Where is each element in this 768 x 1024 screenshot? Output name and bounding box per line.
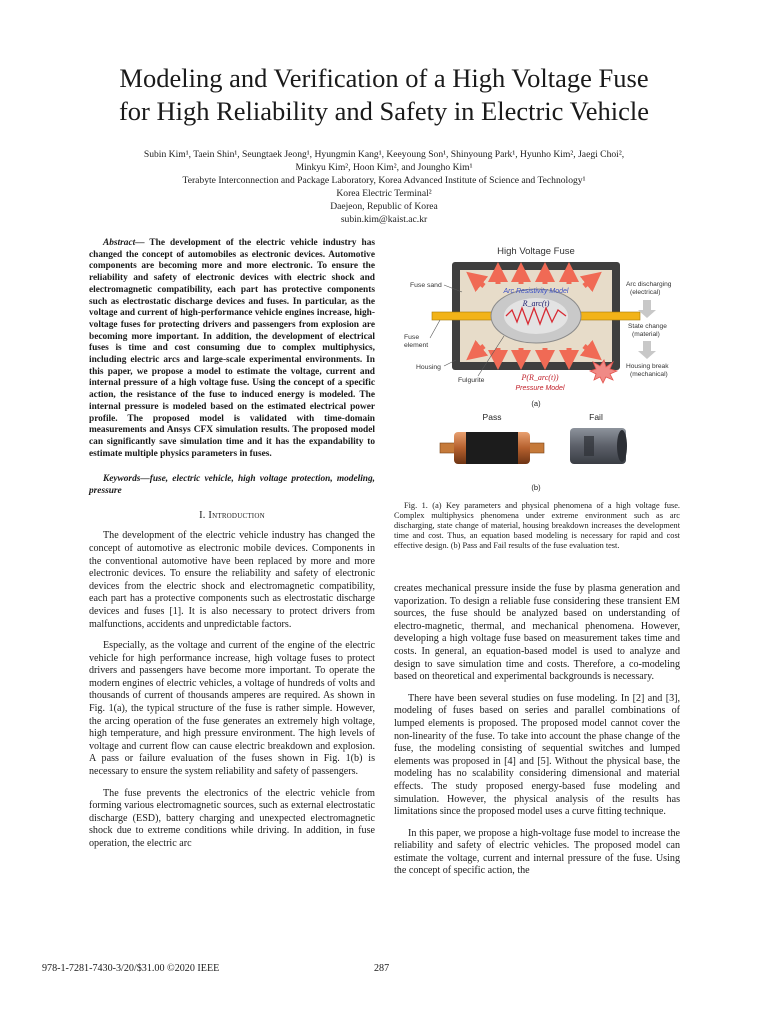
author-location: Daejeon, Republic of Korea <box>330 201 438 212</box>
figure-title: High Voltage Fuse <box>497 246 575 257</box>
arc-model-label: Arc Resistivity Model <box>503 288 569 295</box>
arc-symbol: R_arc(t) <box>522 299 550 308</box>
abstract-lead: Abstract— <box>103 238 145 248</box>
left-paragraph-1: The development of the electric vehicle industry has changed the concept of automotive as electronic mobile devices. Components in the conventional automotive have been replaced by more and more electronic devices. To ensure the reliability and safety of electronic devices from the electric shock and electromagnetic compatibility, each part has a protective components such as electrostatic discharge devices and fuses [1]. It is also necessary to protect drivers from malfunctions, accidents and unpredictable factors. <box>89 530 375 630</box>
down-arrow-icon <box>638 341 656 359</box>
keywords: Keywords—fuse, electric vehicle, high voltage protection, modeling, pressure <box>89 474 375 497</box>
label-sub-a: (a) <box>531 399 541 408</box>
label-fuse-sand: Fuse sand <box>410 282 442 289</box>
label-fulgurite: Fulgurite <box>458 377 485 384</box>
right-paragraph-2: There have been several studies on fuse modeling. In [2] and [3], modeling of fuses based on series and parallel combinations of lumped elements is proposed. The proposed model cannot cover the non-linearity of the fuse. To take into account the phase change of the fuse, the modeling consisting of sequential switches and lumped elements was proposed in [4] and [5]. Without the physical base, the modeling has no scalability considering dimensional and material effects. The study proposed energy-based fuse modeling and simulation. However, the physical analysis of the results has limitations since the proposed model uses a curve fitting technique. <box>394 692 680 818</box>
left-column <box>89 238 375 860</box>
label-sub-b: (b) <box>531 483 541 492</box>
title-line-1: Modeling and Verification of a High Voltage Fuse <box>119 63 649 93</box>
pressure-model-label: Pressure Model <box>515 385 565 392</box>
abstract-text: The development of the electric vehicle industry has changed the concept of automobiles as electronic devices. Automotive components are becoming more and more electronic. To ensure the reliability and safety of electronic devices with electric shock and electromagnetic compatibility, each part has protective components such as electrostatic discharge devices and fuses. In particular, as the voltage and current of high-performance vehicle engines increase, high-voltage fuses for protecting drivers and passengers from explosion are becoming more important. In addition, the development of electrical fuses is time and cost consuming due to complex multiphysics, including electric arcs and large-scale experimental environments. In this paper, we propose a model to estimate the voltage, current and internal pressure of a high voltage fuse. Using the concept of a specific action, the resistance of the fuse to induced energy is modeled. The internal pressure is modeled based on the estimated electrical power profile. The proposed model is validated with time-domain measurements and Ansys CFX simulation results. The proposed model can significantly save simulation time and it has the expandability to estimate multiple physics parameters in fuses. <box>89 238 375 459</box>
figure-caption: Fig. 1. (a) Key parameters and physical phenomena of a high voltage fuse. Complex multiphysics phenomena under extreme environment such as arc discharging, state change of material, housing breakdown increases the development time and cost. Thus, an equation based modeling is necessary for rapid and cost effective design. (b) Pass and Fail results of the fuse evaluation test. <box>394 501 680 550</box>
label-fuse-element-2: element <box>404 342 429 349</box>
author-line-1: Subin Kim¹, Taein Shin¹, Seungtaek Jeong¹, Hyungmin Kang¹, Keeyoung Son¹, Shinyoung Park¹, Hyunho Kim², Jaegi Choi², <box>143 149 625 160</box>
label-state-change-2: (material) <box>632 331 660 338</box>
label-housing: Housing <box>416 364 441 371</box>
abstract <box>89 238 375 460</box>
left-paragraph-2: Especially, as the voltage and current of the engine of the electric vehicle for high performance increase, high voltage fuses to protect drivers and passengers have become more important. To operate the modern engines of electric vehicles, a voltage of hundreds of volts and thousands of current of thousands amperes are required. As shown in Fig. 1(a), the typical structure of the fuse is rather simple. However, the arcing operation of the fuse generates an extremely high voltage, high temperature, and high pressure environment. The high levels of voltage and current flow can cause electric breakdown and explosion. A pass or failure evaluation of the fuses shown in Fig. 1(b) is necessary to ensure the system reliability and safety of passengers. <box>89 640 375 778</box>
label-pass: Pass <box>482 412 502 422</box>
right-paragraph-3: In this paper, we propose a high-voltage fuse model to increase the reliability and safety of electric vehicles. The proposed model can estimate the voltage, current and internal pressure of the fuse. Using the concept of specific action, the <box>394 827 680 877</box>
section-title: Introduction <box>208 509 265 521</box>
title-line-2: for High Reliability and Safety in Electric Vehicle <box>118 96 650 126</box>
affiliation-2: Korea Electric Terminal² <box>336 188 432 199</box>
figure-1 <box>400 240 680 495</box>
right-column <box>394 583 680 887</box>
right-paragraph-1: creates mechanical pressure inside the fuse by plasma generation and vaporization. To design a reliable fuse considering these transient EM sources, the fuse should be analyzed based on understanding of electro-magnetic, thermal, and mechanical phenomena. However, developing a high voltage fuse based on measurement takes time and costs. In general, an equation-based model is used to analyze and design to save simulation time and costs. Therefore, a co-modeling based on theoretical and experimental backgrounds is necessary. <box>394 583 680 683</box>
pass-fuse-photo <box>440 432 544 464</box>
label-fail: Fail <box>589 412 603 422</box>
section-heading <box>89 510 375 523</box>
author-line-2: Minkyu Kim², Hoon Kim², and Joungho Kim¹ <box>295 162 473 173</box>
fuse-diagram <box>400 240 680 495</box>
label-state-change-1: State change <box>628 323 667 330</box>
label-arc-discharging-2: (electrical) <box>630 289 661 296</box>
author-email[interactable]: subin.kim@kaist.ac.kr <box>340 214 428 225</box>
affiliation-1: Terabyte Interconnection and Package Laboratory, Korea Advanced Institute of Science and Technology¹ <box>182 175 586 186</box>
label-fuse-element-1: Fuse <box>404 334 420 341</box>
fail-fuse-photo <box>570 428 627 464</box>
left-paragraph-3: The fuse prevents the electronics of the electric vehicle from forming various electromagnetic sources, such as external electrostatic discharge (ESD), battery charging and unexpected electromagnetic shock due to extreme conditions while driving. In addition, in fuse operation, the electric arc <box>89 787 375 850</box>
label-arc-discharging-1: Arc discharging <box>626 281 672 288</box>
pressure-symbol: P(R_arc(t)) <box>521 373 559 382</box>
author-block <box>60 148 708 226</box>
label-housing-break-2: (mechanical) <box>630 371 668 378</box>
label-housing-break-1: Housing break <box>626 363 669 370</box>
footer-isbn: 978-1-7281-7430-3/20/$31.00 ©2020 IEEE <box>42 963 220 974</box>
down-arrow-icon <box>638 300 656 318</box>
section-number: I. <box>199 509 206 521</box>
page-number: 287 <box>374 963 390 974</box>
paper-title <box>40 62 728 128</box>
